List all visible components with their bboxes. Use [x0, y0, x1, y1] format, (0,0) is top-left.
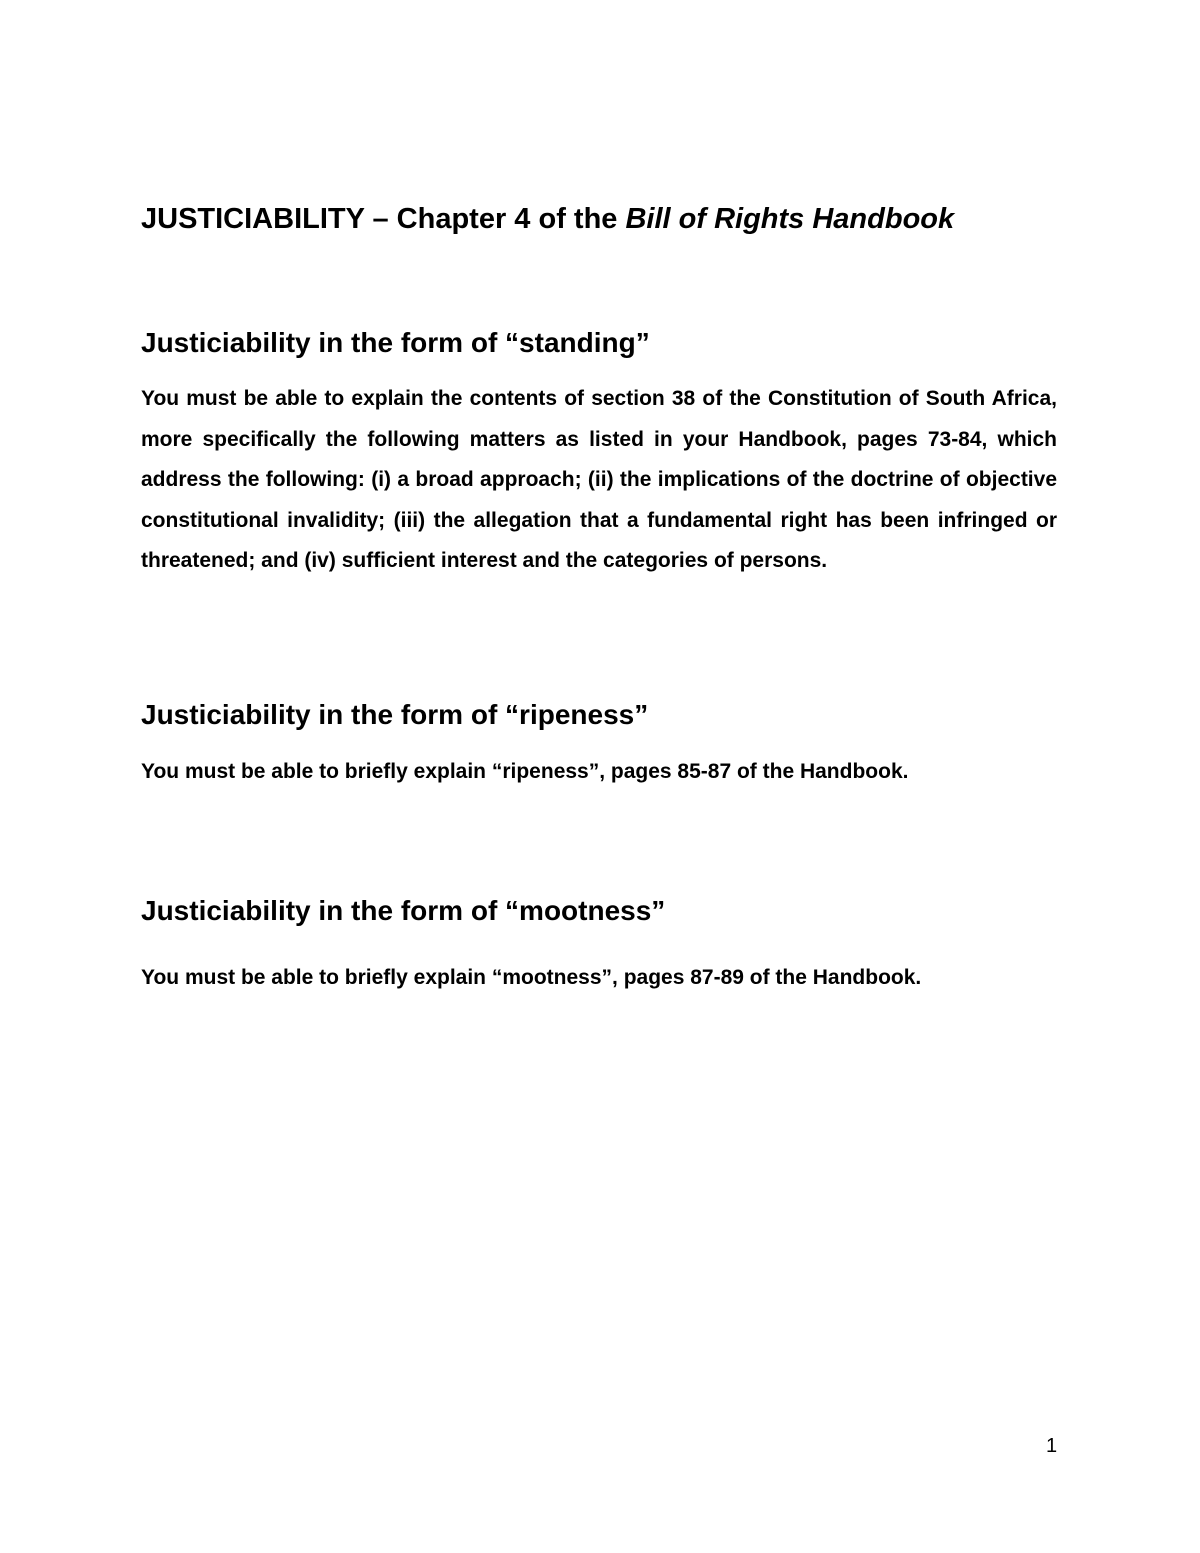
page-number: 1: [1046, 1435, 1058, 1457]
section-body-mootness: You must be able to briefly explain “mootness”, pages 87-89 of the Handbook.: [141, 966, 922, 989]
document-title-main: JUSTICIABILITY – Chapter 4 of the: [141, 203, 626, 235]
section-heading-mootness: Justiciability in the form of “mootness”: [141, 895, 666, 926]
section-heading-standing: Justiciability in the form of “standing”: [141, 327, 650, 358]
section-body-standing: You must be able to explain the contents of section 38 of the Constitution of South Africa, more specifically the following matters as listed in your Handbook, pages 73-84, which address the following: (i) a broad approach; (ii) the implications of the doctrine of objective constitutional invalidity; (iii) the allegation that a fundamental right has been infringed or threatened; and (iv) sufficient interest and the categories of persons.: [141, 387, 1057, 573]
document-title: [141, 200, 1081, 238]
section-heading-ripeness: Justiciability in the form of “ripeness”: [141, 699, 649, 730]
section-body-ripeness: You must be able to briefly explain “ripeness”, pages 85-87 of the Handbook.: [141, 760, 909, 783]
document-title-book: Bill of Rights Handbook: [625, 203, 955, 235]
